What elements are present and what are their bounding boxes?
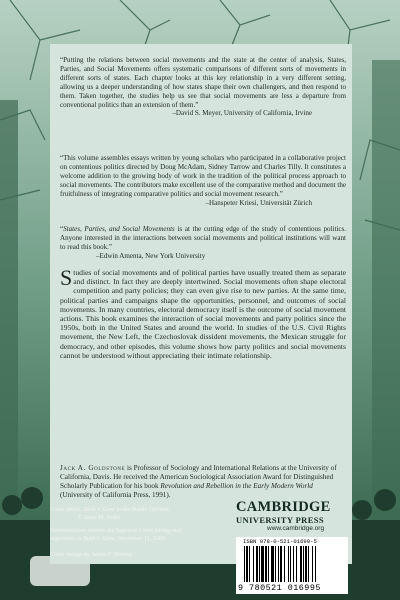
barcode-bar [308, 546, 309, 582]
review-attribution: –Hanspeter Kriesi, Universität Zürich [205, 198, 312, 207]
barcode-bars [244, 546, 342, 584]
author-book-title: Revolution and Rebellion in the Early Modern World [160, 482, 313, 491]
author-bio-text: is Professor of Sociology and International Relations at the University of California, Davis. He received the American Sociological Association Award for Distinguished Scholarly Publication for his book [60, 464, 337, 491]
publisher-url: www.cambridge.org [267, 525, 325, 532]
isbn-barcode [236, 537, 348, 594]
publisher-logo [236, 500, 346, 533]
barcode-bar [249, 546, 250, 582]
barcode-bar [268, 546, 269, 582]
review-quote-meyer [60, 56, 346, 118]
barcode-bar [278, 546, 279, 582]
barcode-bar [246, 546, 248, 582]
author-bio [60, 464, 346, 500]
barcode-bar [271, 546, 274, 582]
barcode-bar [256, 546, 258, 582]
cover-design-credit: Cover design by James F. Brisson [50, 552, 133, 558]
demonstration-caption: Demonstration outside the Supreme Court during oral arguments in Bush v. Gore, December 11, 2000. [50, 528, 182, 542]
barcode-bar [290, 546, 291, 582]
barcode-bar [265, 546, 267, 582]
review-quote-amenta [60, 225, 346, 261]
review-quote-text: “This volume assembles essays written by young scholars who participated in a collaborative project on contentious politics directed by Doug McAdam, Sidney Tarrow and Charles Tilly. It constitutes a welcome addition to the growing body of work in the tradition of the political process approach to social movements. The contributors make excellent use of the comparative method and document the fruitfulness of integrating comparative politics and social movement research.” [60, 154, 346, 198]
barcode-bar [261, 546, 264, 582]
isbn-label: ISBN 978-0-521-01699-5 [243, 538, 317, 545]
barcode-bar [312, 546, 313, 582]
barcode-digits: 9 780521 016995 [238, 583, 321, 593]
barcode-bar [244, 546, 245, 582]
barcode-bar [280, 546, 282, 582]
drop-cap: S [60, 265, 73, 290]
barcode-bar [315, 546, 316, 582]
review-quote-kriesi [60, 154, 346, 207]
barcode-bar [253, 546, 254, 582]
book-description-text: tudies of social movements and of political parties have usually treated them as separate and distinct. In fact they are deeply intertwined. Social movements often shape electoral competition and party policies; they can even give rise to new parties. At the same time, political parties and campaigns shape the opportunities, personnel, and outcomes of social movements. In many countries, electoral democracy itself is the outcome of social movement actions. This book examines the interaction of social movements and party politics since the 1950s, both in the United States and around the world. In studies of the U.S. Civil Rights movement, the New Left, the Czechoslovak dissident movements, the Mexican struggle for democracy, and other episodes, this volume shows how party politics and social movements cannot be understood without appreciating their intimate relationship. [60, 268, 346, 360]
author-name: Jack A. Goldstone [60, 464, 126, 472]
barcode-bar [300, 546, 302, 582]
barcode-bar [296, 546, 297, 582]
cover-photo-credit: Cover photo: Bush v. Gore in the Public Opinion. © Jesse M. Feder. [50, 507, 171, 521]
book-description [60, 265, 346, 360]
publisher-name: CAMBRIDGE [236, 499, 331, 515]
review-attribution: –Edwin Amenta, New York University [96, 251, 206, 260]
review-book-title: States, Parties, and Social Movements [63, 225, 175, 233]
author-bio-end: (University of California Press, 1991). [60, 491, 171, 500]
barcode-bar [284, 546, 285, 582]
barcode-bar [259, 546, 260, 582]
publisher-subname: UNIVERSITY PRESS [236, 515, 325, 525]
review-attribution: –David S. Meyer, University of California, Irvine [172, 109, 312, 118]
review-quote-body: is at the cutting edge of the study of contentious politics. Anyone interested in the interactions between social movements and political institutions will want to read this book.” [60, 225, 346, 251]
barcode-bar [288, 546, 289, 582]
review-quote-text: “States, Parties, and Social Movements is at the cutting edge of the study of contentious politics. Anyone interested in the interactions between social movements and political institutions will want to read this book.” [60, 225, 346, 251]
barcode-bar [305, 546, 307, 582]
review-quote-text: “Putting the relations between social movements and the state at the center of analysis, States, Parties, and Social Movements offers systematic comparisons of different sorts of movements in different sorts of states. Each chapter looks at this key relationship in a very different setting, allowing us a deeper understanding of how states shape their own challengers, and then respond to them. Taken together, the studies help us see that social movements are less a departure from conventional politics than an extension of them.” [60, 56, 346, 109]
barcode-bar [293, 546, 294, 582]
barcode-bar [275, 546, 276, 582]
barcode-bar [303, 546, 304, 582]
